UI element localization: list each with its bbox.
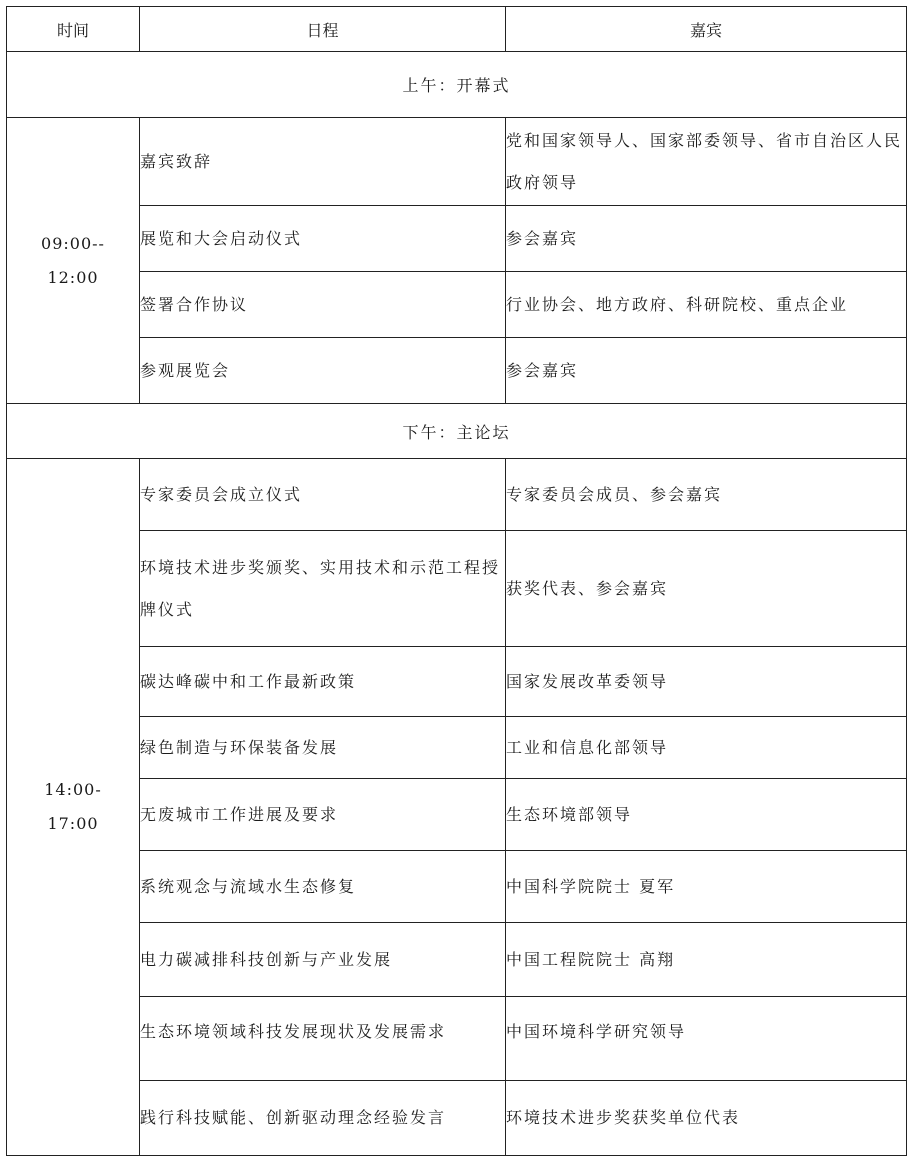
- time-cell-morning: [7, 118, 140, 404]
- schedule-item: 碳达峰碳中和工作最新政策: [140, 647, 506, 717]
- table-row: [7, 717, 907, 779]
- table-row: [7, 206, 907, 272]
- table-row: [7, 531, 907, 647]
- header-schedule: 日程: [140, 7, 506, 52]
- guest-cell: 中国环境科学研究领导: [506, 997, 907, 1081]
- time-start: 14:00-: [44, 780, 102, 799]
- schedule-item: 嘉宾致辞: [140, 118, 506, 206]
- schedule-item: 签署合作协议: [140, 272, 506, 338]
- schedule-item: 无废城市工作进展及要求: [140, 779, 506, 851]
- table-row: [7, 923, 907, 997]
- schedule-item: 展览和大会启动仪式: [140, 206, 506, 272]
- session-row-morning: [7, 52, 907, 118]
- table-row: [7, 647, 907, 717]
- guest-cell: 环境技术进步奖获奖单位代表: [506, 1081, 907, 1156]
- session-row-afternoon: [7, 404, 907, 459]
- time-end: 17:00: [47, 814, 99, 833]
- schedule-item: 系统观念与流域水生态修复: [140, 851, 506, 923]
- schedule-item: 生态环境领域科技发展现状及发展需求: [140, 997, 506, 1081]
- schedule-table: [6, 6, 907, 1156]
- guest-cell: 国家发展改革委领导: [506, 647, 907, 717]
- table-row: [7, 851, 907, 923]
- schedule-item: 专家委员会成立仪式: [140, 459, 506, 531]
- time-cell-afternoon: [7, 459, 140, 1156]
- header-guests: 嘉宾: [506, 7, 907, 52]
- guest-cell: 党和国家领导人、国家部委领导、省市自治区人民政府领导: [506, 118, 907, 206]
- guest-cell: 行业协会、地方政府、科研院校、重点企业: [506, 272, 907, 338]
- guest-cell: 生态环境部领导: [506, 779, 907, 851]
- guest-cell: 工业和信息化部领导: [506, 717, 907, 779]
- header-row: [7, 7, 907, 52]
- session-title-morning: 上午：开幕式: [7, 52, 907, 118]
- schedule-item: 参观展览会: [140, 338, 506, 404]
- time-start: 09:00--: [41, 233, 105, 253]
- guest-cell: 中国工程院院士 高翔: [506, 923, 907, 997]
- table-row: [7, 997, 907, 1081]
- table-row: [7, 118, 907, 206]
- guest-cell: 获奖代表、参会嘉宾: [506, 531, 907, 647]
- header-time: 时间: [7, 7, 140, 52]
- session-title-afternoon: 下午：主论坛: [7, 404, 907, 459]
- table-row: [7, 779, 907, 851]
- guest-cell: 专家委员会成员、参会嘉宾: [506, 459, 907, 531]
- time-end: 12:00: [47, 267, 99, 287]
- table-row: [7, 459, 907, 531]
- schedule-item: 践行科技赋能、创新驱动理念经验发言: [140, 1081, 506, 1156]
- table-row: [7, 1081, 907, 1156]
- guest-cell: 中国科学院院士 夏军: [506, 851, 907, 923]
- table-row: [7, 272, 907, 338]
- schedule-item: 电力碳减排科技创新与产业发展: [140, 923, 506, 997]
- guest-cell: 参会嘉宾: [506, 206, 907, 272]
- guest-cell: 参会嘉宾: [506, 338, 907, 404]
- schedule-item: 环境技术进步奖颁奖、实用技术和示范工程授牌仪式: [140, 531, 506, 647]
- table-row: [7, 338, 907, 404]
- schedule-item: 绿色制造与环保装备发展: [140, 717, 506, 779]
